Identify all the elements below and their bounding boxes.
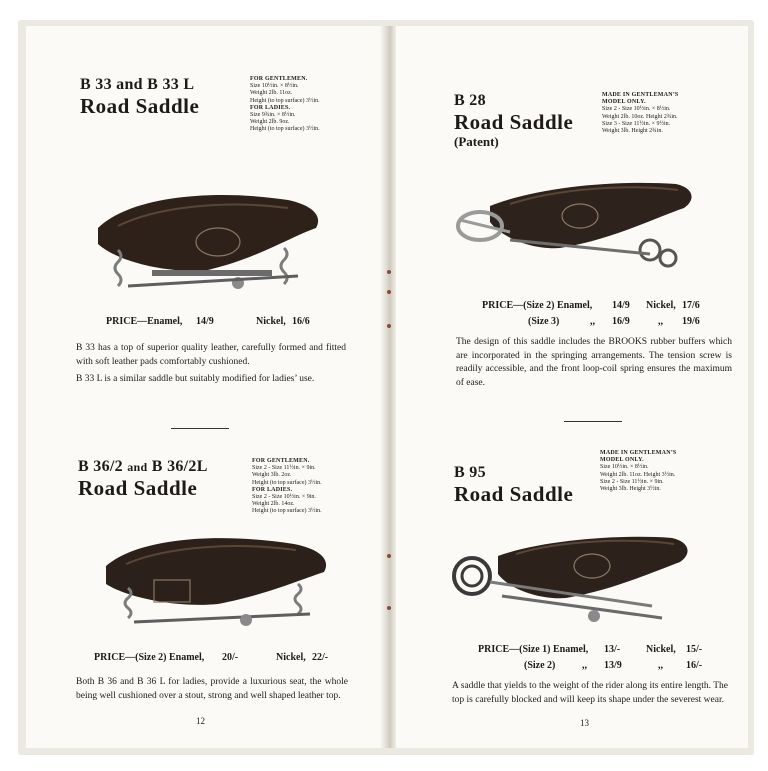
spec-line: Weight 2lb. 14oz.: [252, 501, 295, 508]
right-page: [396, 26, 748, 748]
b28-price-table: [482, 300, 742, 330]
b36-specs: [252, 458, 322, 516]
b33-desc-paragraph-2: B 33 L is a similar saddle but suitably modified for ladies’ use.: [76, 374, 315, 384]
b28-price-label-size2: PRICE—(Size 2) Enamel,: [482, 300, 593, 311]
spec-line: Weight 2lb. 9oz.: [250, 119, 290, 126]
b36-desc-paragraph-1: Both B 36 and B 36 L for ladies, provide a luxurious seat, the whole being well cushioned over a stout, strong and well shaped leather top.: [76, 677, 348, 701]
spec-line: Weight 3lb. 2oz.: [252, 472, 292, 479]
b36-saddle-title: Road Saddle: [78, 476, 198, 500]
spec-heading: MADE IN GENTLEMAN’S: [602, 92, 679, 98]
b95-nickel-price-size1: 15/-: [686, 644, 703, 655]
b36-description: [76, 676, 348, 707]
b95-enamel-price-size1: 13/-: [604, 644, 621, 655]
spec-line: Size 3 - Size 11½in. × 9½in.: [602, 120, 671, 127]
b33-nickel-label: Nickel,: [256, 316, 286, 327]
b36-model-name: B 36/2: [78, 458, 123, 475]
b28-enamel-price-size3: 16/9: [612, 316, 630, 327]
b33-price-label: PRICE—Enamel,: [106, 316, 183, 327]
b28-model-title: B 28: [454, 92, 486, 109]
b95-price-table: [478, 644, 738, 674]
b28-description: [456, 336, 732, 394]
staple-mark: [387, 270, 391, 274]
spec-line: Size 10½in. × 8½in.: [250, 83, 299, 90]
spec-heading: FOR GENTLEMEN.: [250, 76, 308, 82]
b36-price-label: PRICE—(Size 2) Enamel,: [94, 652, 205, 663]
b28-ditto-mark-2: ,,: [658, 316, 663, 327]
section-divider: [564, 421, 622, 422]
b28-nickel-price-size2: 17/6: [682, 300, 700, 311]
b95-price-label-size1: PRICE—(Size 1) Enamel,: [478, 644, 589, 655]
b28-desc-paragraph-1: The design of this saddle includes the BROOKS rubber buffers which are incorporated in the springing arrangements. The tension screw is readily accessible, and the front loop-coil spring ensures the maximum of ease.: [456, 337, 732, 388]
b33-nickel-price: 16/6: [292, 316, 310, 327]
spec-heading: MODEL ONLY.: [600, 457, 644, 464]
spec-heading: MADE IN GENTLEMAN’S: [600, 450, 677, 456]
b95-saddle-image: [442, 526, 698, 636]
b36-section: [78, 458, 378, 528]
b36-model-title: [78, 458, 208, 476]
b36-saddle-image: [98, 526, 336, 636]
b95-enamel-price-size2: 13/9: [604, 660, 622, 671]
spec-line: Size 2 - Size 11½in. × 9in.: [252, 465, 316, 472]
b33-saddle-image: [88, 178, 326, 298]
left-page: [26, 26, 384, 748]
b33-description: [76, 342, 346, 391]
catalogue-booklet: [18, 20, 754, 755]
b28-enamel-price-size2: 14/9: [612, 300, 630, 311]
page-number-right: 13: [580, 718, 589, 728]
b28-nickel-label: Nickel,: [646, 300, 676, 311]
section-divider: [171, 428, 229, 429]
staple-mark: [387, 290, 391, 294]
spec-line: Size 2 - Size 10½in. × 9in.: [252, 494, 316, 501]
spec-line: Size 9¾in. × 8½in.: [250, 112, 296, 119]
b33-model-title: B 33 and B 33 L: [80, 76, 195, 93]
b95-ditto-mark-2: ,,: [658, 660, 663, 671]
staple-mark: [387, 606, 391, 610]
staple-mark: [387, 324, 391, 328]
spec-line: Size 10½in. × 8½in.: [600, 464, 649, 471]
b95-ditto-mark: ,,: [582, 660, 587, 671]
page-number-left: 12: [196, 716, 205, 726]
spec-line: Weight 2lb. 11oz.: [250, 90, 293, 97]
b33-specs: [250, 76, 320, 134]
b95-nickel-price-size2: 16/-: [686, 660, 703, 671]
b33-enamel-price: 14/9: [196, 316, 214, 327]
spec-line: Weight 2lb. 10oz. Height 2¾in.: [602, 113, 678, 120]
b36-enamel-price: 20/-: [222, 652, 239, 663]
b28-saddle-image: [450, 170, 700, 280]
b95-desc-paragraph-1: A saddle that yields to the weight of the rider along its entire length. The top is carefully blocked and will keep its shape under the severest wear.: [452, 681, 728, 705]
b28-section: [454, 92, 744, 162]
b36-model-and: and: [127, 460, 148, 474]
b95-nickel-label: Nickel,: [646, 644, 676, 655]
b95-saddle-title: Road Saddle: [454, 482, 574, 506]
spec-heading: FOR LADIES.: [250, 104, 291, 111]
spec-line: Height (to top surface) 3½in.: [250, 126, 320, 133]
b28-saddle-title: Road Saddle: [454, 110, 574, 134]
b95-section: [454, 450, 744, 520]
spec-heading: FOR LADIES.: [252, 486, 293, 493]
b28-patent-label: (Patent): [454, 134, 499, 149]
spec-line: Size 2 - Size 11½in. × 9in.: [600, 478, 664, 485]
spec-line: Height (to top surface) 3½in.: [252, 479, 322, 486]
b36-model-name-ladies: B 36/2L: [151, 458, 208, 475]
b36-nickel-price: 22/-: [312, 652, 329, 663]
spec-line: Weight 3lb. Height 2¾in.: [602, 128, 663, 135]
b95-specs: [600, 450, 676, 493]
b33-section: [80, 76, 370, 146]
spec-line: Weight 2lb. 11oz. Height 3½in.: [600, 471, 676, 478]
b95-description: [452, 680, 728, 711]
b33-desc-paragraph-1: B 33 has a top of superior quality leather, carefully formed and fitted with soft leather pads comfortably cushioned.: [76, 343, 346, 367]
spec-heading: FOR GENTLEMEN.: [252, 458, 310, 464]
b95-model-title: B 95: [454, 464, 486, 481]
spec-line: Height (to top surface) 3½in.: [252, 508, 322, 515]
staple-mark: [387, 554, 391, 558]
b28-nickel-price-size3: 19/6: [682, 316, 700, 327]
spec-heading: MODEL ONLY.: [602, 99, 646, 106]
spec-line: Height (to top surface) 3½in.: [250, 97, 320, 104]
spec-line: Weight 3lb. Height 3½in.: [600, 486, 661, 493]
spec-line: Size 2 - Size 10½in. × 8½in.: [602, 106, 671, 113]
b28-price-label-size3: (Size 3): [528, 316, 560, 327]
b33-saddle-title: Road Saddle: [80, 94, 200, 118]
b28-ditto-mark: ,,: [590, 316, 595, 327]
b28-specs: [602, 92, 678, 135]
b36-nickel-label: Nickel,: [276, 652, 306, 663]
b95-price-label-size2: (Size 2): [524, 660, 556, 671]
